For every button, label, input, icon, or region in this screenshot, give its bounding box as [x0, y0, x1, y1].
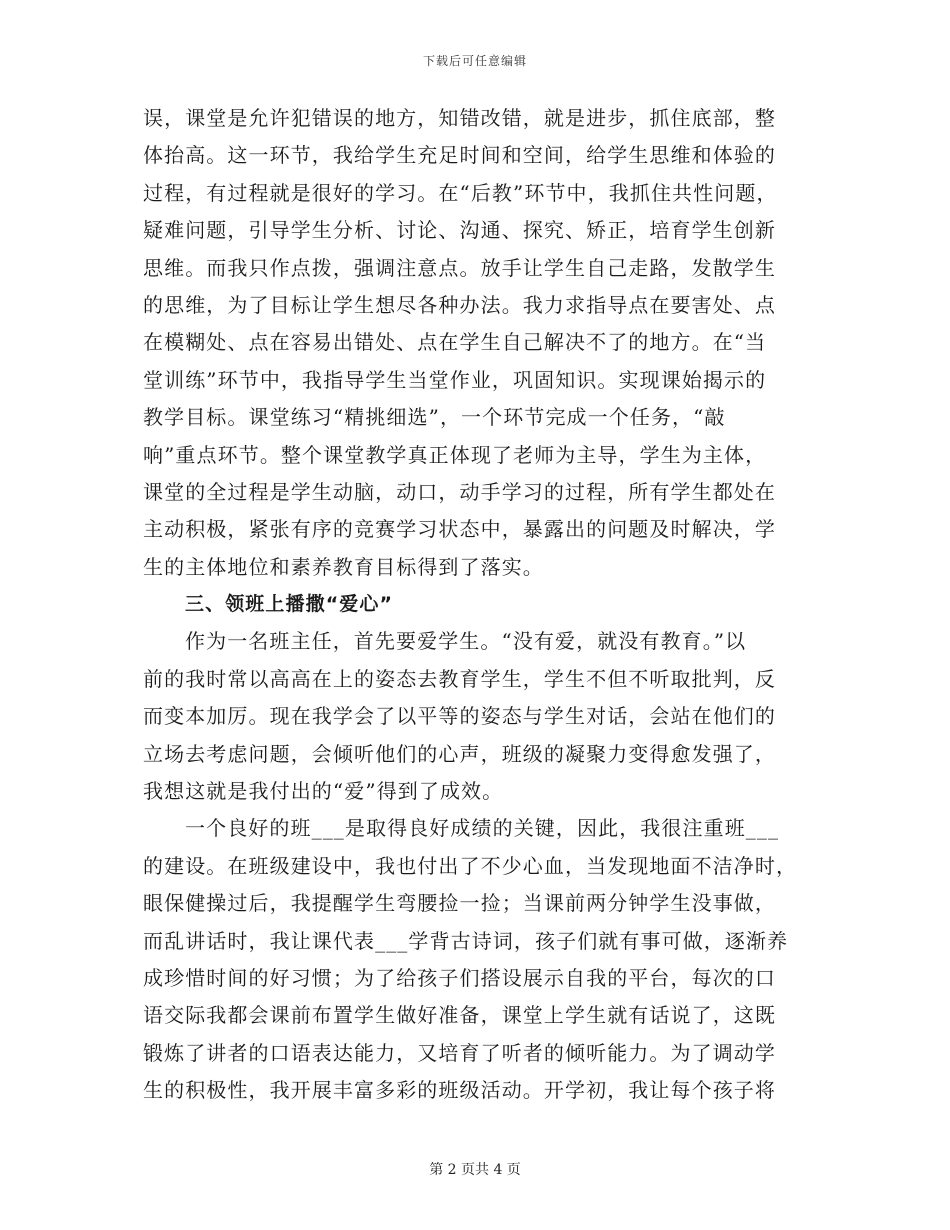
- text-line: 疑难问题，引导学生分析、讨论、沟通、探究、矫正，培育学生创新: [143, 218, 776, 243]
- document-body: [143, 100, 803, 1110]
- text-line: 课堂的全过程是学生动脑，动口，动手学习的过程，所有学生都处在: [143, 479, 776, 504]
- page-header: 下载后可任意编辑: [422, 54, 527, 68]
- paragraph-class-building: [143, 810, 803, 1109]
- text-line: 响”重点环节。整个课堂教学真正体现了老师为主导，学生为主体，: [143, 442, 767, 467]
- text-line: 在模糊处、点在容易出错处、点在学生自己解决不了的地方。在“当: [143, 330, 767, 355]
- text-line: 教学目标。课堂练习“精挑细选”，一个环节完成一个任务，“敲: [143, 405, 726, 430]
- text-line: 作为一名班主任，首先要爱学生。“没有爱，就没有教育。”以: [185, 629, 747, 654]
- text-line: 成珍惜时间的好习惯；为了给孩子们搭设展示自我的平台，每次的口: [143, 965, 776, 990]
- text-line: 生的积极性，我开展丰富多彩的班级活动。开学初，我让每个孩子将: [143, 1078, 776, 1103]
- text-line: 而乱讲话时，我让课代表___学背古诗词，孩子们就有事可做，逐渐养: [143, 928, 789, 953]
- text-line: 眼保健操过后，我提醒学生弯腰捡一捡；当课前两分钟学生没事做，: [143, 891, 776, 916]
- text-line: 体抬高。这一环节，我给学生充足时间和空间，给学生思维和体验的: [143, 143, 776, 168]
- paragraph-teaching-process: [143, 100, 803, 586]
- section-heading: 三、领班上播撒“爱心”: [185, 593, 394, 616]
- text-line: 前的我时常以高高在上的姿态去教育学生，学生不但不听取批判，反: [143, 666, 776, 691]
- text-line: 过程，有过程就是很好的学习。在“后教”环节中，我抓住共性问题，: [143, 180, 778, 205]
- paragraph-love-students: [143, 623, 803, 810]
- text-line: 误，课堂是允许犯错误的地方，知错改错，就是进步，抓住底部，整: [143, 106, 776, 130]
- text-line: 锻炼了讲者的口语表达能力，又培育了听者的倾听能力。为了调动学: [143, 1040, 776, 1065]
- text-line: 主动积极，紧张有序的竞赛学习状态中，暴露出的问题及时解决，学: [143, 517, 776, 542]
- text-line: 立场去考虑问题，会倾听他们的心声，班级的凝聚力变得愈发强了，: [143, 741, 776, 766]
- text-line: 而变本加厉。现在我学会了以平等的姿态与学生对话，会站在他们的: [143, 704, 776, 729]
- text-line: 我想这就是我付出的“爱”得到了成效。: [143, 779, 504, 804]
- text-line: 语交际我都会课前布置学生做好准备，课堂上学生就有话说了，这既: [143, 1003, 776, 1028]
- text-line: 生的主体地位和素养教育目标得到了落实。: [143, 554, 544, 579]
- text-line: 堂训练”环节中，我指导学生当堂作业，巩固知识。实现课始揭示的: [143, 367, 767, 392]
- page-number: 第 2 页共 4 页: [429, 1162, 521, 1178]
- text-line: 的思维，为了目标让学生想尽各种办法。我力求指导点在要害处、点: [143, 292, 776, 317]
- text-line: 思维。而我只作点拨，强调注意点。放手让学生自己走路，发散学生: [143, 255, 776, 280]
- text-line: 的建设。在班级建设中，我也付出了不少心血，当发现地面不洁净时，: [143, 853, 798, 878]
- text-line: 一个良好的班___是取得良好成绩的关键，因此，我很注重班___: [185, 816, 780, 841]
